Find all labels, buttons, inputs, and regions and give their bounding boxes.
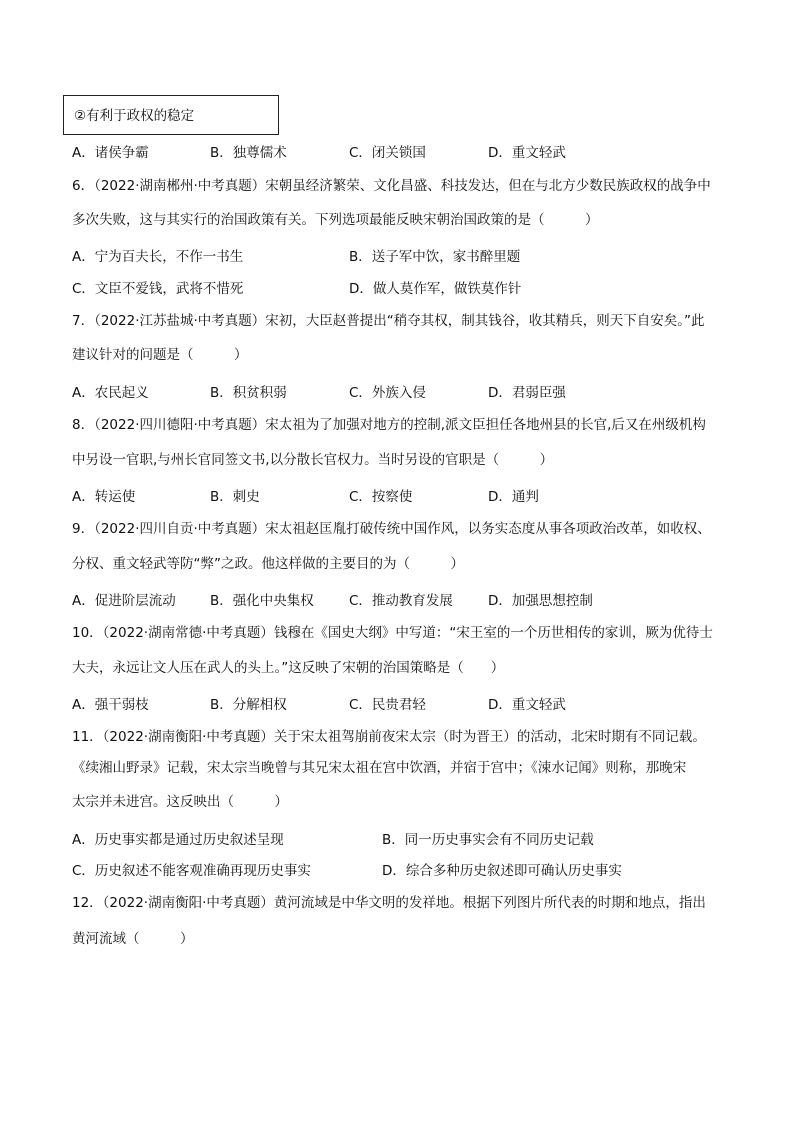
q10-option-a[interactable]: A．强干弱枝 <box>72 697 149 713</box>
q8-option-a[interactable]: A．转运使 <box>72 489 136 505</box>
q8-stem-line-1: 8．（2022·四川德阳·中考真题）宋太祖为了加强对地方的控制,派文臣担任各地州县的长官,后又在州级机构 <box>72 417 706 433</box>
q8-option-c[interactable]: C．按察使 <box>349 489 413 505</box>
q8-stem-line-2: 中另设一官职,与州长官同签文书,以分散长官权力。当时另设的官职是（ ） <box>72 452 554 468</box>
q9-option-d[interactable]: D．加强思想控制 <box>488 593 593 609</box>
q11-option-a[interactable]: A．历史事实都是通过历史叙述呈现 <box>72 832 284 848</box>
q6-option-a[interactable]: A．宁为百夫长，不作一书生 <box>72 249 244 265</box>
q7-option-c[interactable]: C．外族入侵 <box>349 385 426 401</box>
q5-option-a[interactable]: A．诸侯争霸 <box>72 145 149 161</box>
q5-option-d[interactable]: D．重文轻武 <box>488 145 566 161</box>
q9-option-c[interactable]: C．推动教育发展 <box>349 593 453 609</box>
q10-option-b[interactable]: B．分解相权 <box>210 697 287 713</box>
q9-stem-line-2: 分权、重文轻武等防“弊”之政。他这样做的主要目的为（ ） <box>72 556 464 572</box>
q8-option-d[interactable]: D．通判 <box>488 489 539 505</box>
q11-option-d[interactable]: D．综合多种历史叙述即可确认历史事实 <box>382 863 622 879</box>
q11-option-c[interactable]: C．历史叙述不能客观准确再现历史事实 <box>72 863 311 879</box>
q6-stem-line-1: 6．（2022·湖南郴州·中考真题）宋朝虽经济繁荣、文化昌盛、科技发达，但在与北方少数民族政权的战争中 <box>72 178 711 194</box>
q8-option-b[interactable]: B．刺史 <box>210 489 260 505</box>
q7-option-b[interactable]: B．积贫积弱 <box>210 385 287 401</box>
q10-stem-line-2: 大夫，永远让文人压在武人的头上。”这反映了宋朝的治国策略是（ ） <box>72 660 505 676</box>
q9-option-b[interactable]: B．强化中央集权 <box>210 593 314 609</box>
q12-stem-line-2: 黄河流域（ ） <box>72 931 194 947</box>
q5-option-c[interactable]: C．闭关锁国 <box>349 145 426 161</box>
q7-option-d[interactable]: D．君弱臣强 <box>488 385 566 401</box>
q7-stem-line-2: 建议针对的问题是（ ） <box>72 347 248 363</box>
q6-option-c[interactable]: C．文臣不爱钱，武将不惜死 <box>72 281 244 297</box>
q10-option-d[interactable]: D．重文轻武 <box>488 697 566 713</box>
q10-option-c[interactable]: C．民贵君轻 <box>349 697 426 713</box>
q11-stem-line-3: 太宗并未进宫。这反映出（ ） <box>72 794 288 810</box>
q9-option-a[interactable]: A．促进阶层流动 <box>72 593 176 609</box>
q6-option-d[interactable]: D．做人莫作军，做铁莫作针 <box>349 281 522 297</box>
q9-stem-line-1: 9．（2022·四川自贡·中考真题）宋太祖赵匡胤打破传统中国作风，以务实态度从事各项政治改革，如收权、 <box>72 521 711 537</box>
q11-stem-line-1: 11．（2022·湖南衡阳·中考真题）关于宋太祖驾崩前夜宋太宗（时为晋王）的活动，北宋时期有不同记载。 <box>72 729 706 745</box>
q5-option-b[interactable]: B．独尊儒术 <box>210 145 287 161</box>
q11-stem-line-2: 《续湘山野录》记载，宋太宗当晚曾与其兄宋太祖在宫中饮酒，并宿于宫中；《涑水记闻》则称，那晚宋 <box>72 760 687 776</box>
q11-option-b[interactable]: B．同一历史事实会有不同历史记载 <box>382 832 594 848</box>
q7-stem-line-1: 7．（2022·江苏盐城·中考真题）宋初，大臣赵普提出“稍夺其权，制其钱谷，收其精兵，则天下自安矣。”此 <box>72 313 705 329</box>
q7-option-a[interactable]: A．农民起义 <box>72 385 149 401</box>
q6-option-b[interactable]: B．送子军中饮，家书醉里题 <box>349 249 521 265</box>
q10-stem-line-1: 10．（2022·湖南常德·中考真题）钱穆在《国史大纲》中写道：“宋王室的一个历世相传的家训，厥为优待士 <box>72 625 713 641</box>
boxed-statement: ②有利于政权的稳定 <box>63 95 279 135</box>
q12-stem-line-1: 12．（2022·湖南衡阳·中考真题）黄河流域是中华文明的发祥地。根据下列图片所代表的时期和地点，指出 <box>72 895 706 911</box>
q6-stem-line-2: 多次失败，这与其实行的治国政策有关。下列选项最能反映宋朝治国政策的是（ ） <box>72 212 599 228</box>
